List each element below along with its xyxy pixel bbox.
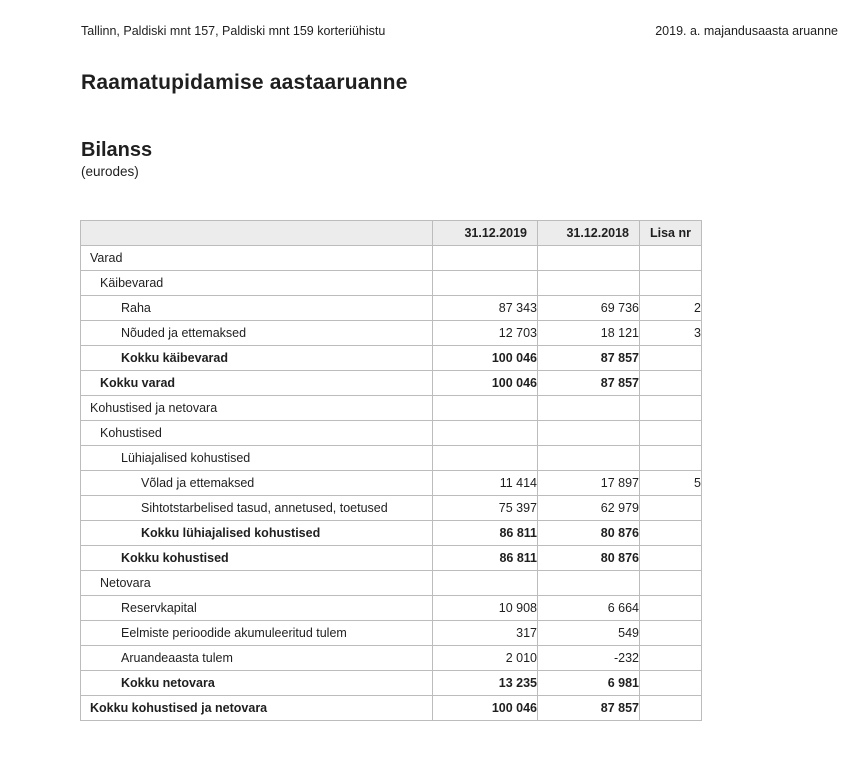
- value-31-12-2018: [538, 271, 640, 296]
- value-31-12-2018: [538, 446, 640, 471]
- value-31-12-2019: 87 343: [433, 296, 538, 321]
- value-31-12-2019: [433, 446, 538, 471]
- entity-name: Tallinn, Paldiski mnt 157, Paldiski mnt 159 korteriühistu: [81, 24, 386, 38]
- table-row: [81, 246, 702, 271]
- lisa-nr-value: [640, 521, 702, 546]
- value-31-12-2019: [433, 396, 538, 421]
- row-label: Kokku kohustised ja netovara: [81, 696, 433, 721]
- row-label: Reservkapital: [81, 596, 433, 621]
- row-label: Lühiajalised kohustised: [81, 446, 433, 471]
- table-row: [81, 596, 702, 621]
- value-31-12-2019: 12 703: [433, 321, 538, 346]
- value-31-12-2019: 100 046: [433, 371, 538, 396]
- value-31-12-2018: [538, 246, 640, 271]
- value-31-12-2018: 87 857: [538, 371, 640, 396]
- value-31-12-2018: 17 897: [538, 471, 640, 496]
- lisa-nr-value: [640, 271, 702, 296]
- value-31-12-2018: [538, 421, 640, 446]
- page-meta-header: [81, 24, 838, 39]
- table-row: [81, 621, 702, 646]
- value-31-12-2019: [433, 246, 538, 271]
- lisa-nr-value: [640, 246, 702, 271]
- value-31-12-2019: 100 046: [433, 346, 538, 371]
- table-row: [81, 696, 702, 721]
- value-31-12-2019: [433, 421, 538, 446]
- row-label: Sihtotstarbelised tasud, annetused, toetused: [81, 496, 433, 521]
- table-header-row: [81, 221, 702, 246]
- value-31-12-2018: 549: [538, 621, 640, 646]
- value-31-12-2018: [538, 571, 640, 596]
- row-label: Kokku lühiajalised kohustised: [81, 521, 433, 546]
- table-row: [81, 646, 702, 671]
- lisa-nr-value: [640, 546, 702, 571]
- row-label: Kokku käibevarad: [81, 346, 433, 371]
- row-label: Võlad ja ettemaksed: [81, 471, 433, 496]
- lisa-nr-value: [640, 596, 702, 621]
- lisa-nr-value: [640, 371, 702, 396]
- table-row: [81, 296, 702, 321]
- lisa-nr-value: [640, 671, 702, 696]
- row-label: Aruandeaasta tulem: [81, 646, 433, 671]
- value-31-12-2019: 86 811: [433, 521, 538, 546]
- value-31-12-2019: 2 010: [433, 646, 538, 671]
- value-31-12-2019: 75 397: [433, 496, 538, 521]
- column-header-2018: 31.12.2018: [538, 221, 640, 246]
- row-label: Nõuded ja ettemaksed: [81, 321, 433, 346]
- row-label: Kohustised: [81, 421, 433, 446]
- table-row: [81, 396, 702, 421]
- row-label: Kokku netovara: [81, 671, 433, 696]
- lisa-nr-value: 5: [640, 471, 702, 496]
- value-31-12-2019: [433, 571, 538, 596]
- row-label: Kokku kohustised: [81, 546, 433, 571]
- value-31-12-2019: 317: [433, 621, 538, 646]
- row-label: Kokku varad: [81, 371, 433, 396]
- row-label: Eelmiste perioodide akumuleeritud tulem: [81, 621, 433, 646]
- section-title: Bilanss: [81, 139, 153, 161]
- lisa-nr-value: [640, 571, 702, 596]
- column-header-label: [81, 221, 433, 246]
- lisa-nr-value: 2: [640, 296, 702, 321]
- units-note: (eurodes): [81, 164, 139, 179]
- lisa-nr-value: [640, 396, 702, 421]
- row-label: Kohustised ja netovara: [81, 396, 433, 421]
- value-31-12-2019: 100 046: [433, 696, 538, 721]
- lisa-nr-value: [640, 496, 702, 521]
- value-31-12-2019: 13 235: [433, 671, 538, 696]
- value-31-12-2018: 6 664: [538, 596, 640, 621]
- value-31-12-2018: 6 981: [538, 671, 640, 696]
- value-31-12-2018: 62 979: [538, 496, 640, 521]
- value-31-12-2018: -232: [538, 646, 640, 671]
- row-label: Varad: [81, 246, 433, 271]
- row-label: Raha: [81, 296, 433, 321]
- lisa-nr-value: [640, 621, 702, 646]
- table-row: [81, 321, 702, 346]
- table-row: [81, 271, 702, 296]
- value-31-12-2018: 80 876: [538, 521, 640, 546]
- lisa-nr-value: [640, 696, 702, 721]
- value-31-12-2019: 11 414: [433, 471, 538, 496]
- lisa-nr-value: [640, 446, 702, 471]
- report-year-label: 2019. a. majandusaasta aruanne: [655, 24, 838, 38]
- value-31-12-2018: 87 857: [538, 346, 640, 371]
- column-header-lisa-nr: Lisa nr: [640, 221, 702, 246]
- table-row: [81, 446, 702, 471]
- row-label: Netovara: [81, 571, 433, 596]
- table-row: [81, 421, 702, 446]
- table-row: [81, 521, 702, 546]
- value-31-12-2018: [538, 396, 640, 421]
- report-title: Raamatupidamise aastaaruanne: [81, 71, 408, 94]
- table-row: [81, 571, 702, 596]
- table-row: [81, 346, 702, 371]
- table-row: [81, 546, 702, 571]
- lisa-nr-value: 3: [640, 321, 702, 346]
- value-31-12-2019: [433, 271, 538, 296]
- row-label: Käibevarad: [81, 271, 433, 296]
- value-31-12-2018: 80 876: [538, 546, 640, 571]
- table-row: [81, 496, 702, 521]
- column-header-2019: 31.12.2019: [433, 221, 538, 246]
- lisa-nr-value: [640, 646, 702, 671]
- value-31-12-2018: 18 121: [538, 321, 640, 346]
- lisa-nr-value: [640, 421, 702, 446]
- lisa-nr-value: [640, 346, 702, 371]
- table-row: [81, 671, 702, 696]
- table-row: [81, 471, 702, 496]
- value-31-12-2018: 87 857: [538, 696, 640, 721]
- value-31-12-2018: 69 736: [538, 296, 640, 321]
- value-31-12-2019: 10 908: [433, 596, 538, 621]
- value-31-12-2019: 86 811: [433, 546, 538, 571]
- balance-sheet-table: [80, 220, 702, 721]
- table-row: [81, 371, 702, 396]
